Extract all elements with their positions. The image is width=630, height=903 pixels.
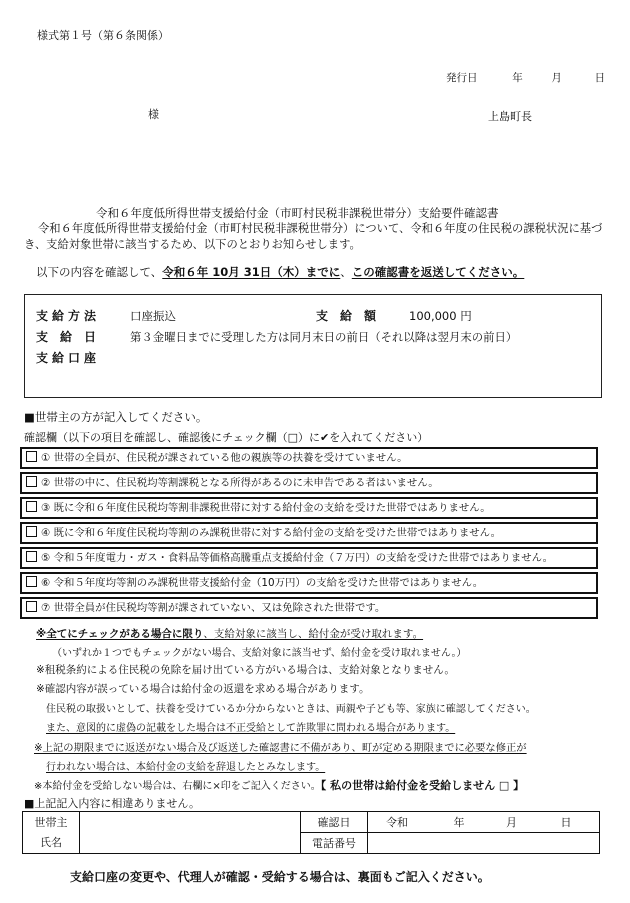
date-value: 第３金曜日までに受理した方は同月末日の前日（それ以降は翌月末の前日） — [130, 330, 518, 344]
householder-label-2: 氏名 — [40, 835, 62, 849]
date-month: 月 — [506, 816, 517, 829]
amount-label: 支給額 — [316, 309, 389, 323]
method-label: 支給方法 — [36, 309, 101, 323]
note-4-text: ※上記の期限までに返送がない場合及び返送した確認書に不備があり、町が定める期限までに必要な修正が — [34, 742, 527, 754]
check-item-2[interactable] — [20, 472, 598, 494]
check-item-text: ⑦ 世帯全員が住民税均等割が課されていない、又は免除された世帯です。 — [41, 602, 386, 614]
check-item-4[interactable] — [20, 522, 598, 544]
checkbox[interactable] — [26, 526, 37, 537]
issue-date — [446, 70, 605, 85]
check-item-text: ⑥ 令和５年度均等割のみ課税世帯支援給付金（10万円）の支給を受けた世帯ではありません。 — [41, 577, 484, 589]
date-era: 令和 — [386, 816, 408, 829]
note-4-sub-text: 行われない場合は、本給付金の支給を辞退したとみなします。 — [46, 762, 326, 773]
deadline: 令和６年 10月 31日（木）までに — [162, 265, 341, 279]
note-4 — [34, 739, 527, 754]
issuer: 上島町長 — [488, 110, 532, 123]
phone-label: 電話番号 — [301, 833, 368, 854]
checkbox[interactable] — [26, 551, 37, 562]
note-5-text: ※本給付金を受給しない場合は、右欄に×印をご記入ください。 — [34, 781, 321, 792]
check-item-text: ④ 既に令和６年度住民税均等割のみ課税世帯に対する給付金の支給を受けた世帯ではありません。 — [41, 527, 502, 539]
footer-note: 支給口座の変更や、代理人が確認・受給する場合は、裏面もご記入ください。 — [70, 870, 490, 884]
checkbox[interactable] — [26, 601, 37, 612]
instruction — [36, 264, 524, 280]
issue-date-day: 日 — [594, 72, 606, 84]
note-3-sub-2 — [46, 719, 455, 734]
checkbox[interactable] — [26, 476, 37, 487]
check-item-5[interactable] — [20, 547, 598, 569]
check-item-text: ② 世帯の中に、住民税均等割課税となる所得があるのに未申告である者はいません。 — [41, 477, 439, 489]
confirm-date-field[interactable] — [368, 812, 600, 833]
confirm-note: 確認欄（以下の項目を確認し、確認後にチェック欄（□）に✔を入れてください） — [24, 431, 429, 444]
note-5 — [34, 777, 524, 793]
checkbox[interactable] — [26, 501, 37, 512]
checkbox[interactable] — [26, 576, 37, 587]
check-item-3[interactable] — [20, 497, 598, 519]
date-label: 支給日 — [36, 330, 109, 344]
householder-label-1: 世帯主 — [34, 815, 68, 829]
householder-heading: ■世帯主の方が記入してください。 — [24, 410, 208, 424]
intro-text: 令和６年度低所得世帯支援給付金（市町村民税非課税世帯分）について、令和６年度の住民税の課税状況に基づき、支給対象世帯に該当するため、以下のとおりお知らせします。 — [24, 222, 603, 251]
note-1 — [36, 626, 423, 641]
householder-name-label — [23, 812, 80, 854]
instruction-prefix: 以下の内容を確認して、 — [36, 265, 163, 279]
note-3: ※確認内容が誤っている場合は給付金の返還を求める場合があります。 — [36, 683, 370, 695]
note-3-sub-2-text: また、意図的に虚偽の記載をした場合は不正受給として詐欺罪に問われる場合があります。 — [46, 723, 456, 734]
check-item-text: ① 世帯の全員が、住民税が課されている他の親族等の扶養を受けていません。 — [41, 452, 408, 464]
form-number: 様式第１号（第６条関係） — [37, 29, 169, 42]
note-1-rest: 、支給対象に該当し、給付金が受け取れます。 — [203, 628, 424, 640]
phone-field[interactable] — [368, 833, 600, 854]
check-item-1[interactable] — [20, 447, 598, 469]
note-4-sub — [46, 758, 325, 773]
signature-table — [22, 811, 600, 854]
check-item-6[interactable] — [20, 572, 598, 594]
checkbox[interactable] — [26, 451, 37, 462]
confirm-date-label: 確認日 — [301, 812, 368, 833]
note-3-sub-1: 住民税の取扱いとして、扶養を受けているか分からないときは、両親や子ども等、家族に確認してください。 — [46, 704, 536, 715]
account-label: 支給口座 — [36, 351, 101, 365]
note-2: ※租税条約による住民税の免除を届け出ている方がいる場合は、支給対象となりません。 — [36, 664, 455, 676]
date-day: 日 — [560, 816, 572, 829]
document-title: 令和６年度低所得世帯支援給付金（市町村民税非課税世帯分）支給要件確認書 — [96, 206, 499, 220]
note-1-bold: ※全てにチェックがある場合に限り — [36, 628, 204, 640]
payment-info-box — [24, 294, 602, 398]
householder-name-field[interactable] — [80, 812, 301, 854]
amount-value: 100,000 円 — [409, 309, 472, 323]
date-year: 年 — [453, 816, 465, 829]
method-value: 口座振込 — [130, 309, 176, 323]
issue-date-label: 発行日 — [446, 72, 478, 84]
note-1-sub: （いずれか１つでもチェックがない場合、支給対象に該当せず、給付金を受け取れません。） — [52, 648, 467, 659]
instruction-mid: 、 — [340, 265, 352, 279]
decline-checkbox[interactable]: 【 私の世帯は給付金を受給しません □ 】 — [320, 779, 525, 792]
agree-line: ■上記記入内容に相違ありません。 — [24, 797, 201, 810]
issue-date-month: 月 — [551, 72, 562, 84]
return-action: この確認書を返送してください。 — [351, 265, 525, 279]
check-item-7[interactable] — [20, 597, 598, 619]
issue-date-year: 年 — [512, 72, 523, 84]
check-item-text: ⑤ 令和５年度電力・ガス・食料品等価格高騰重点支援給付金（７万円）の支給を受けた世帯ではありません。 — [41, 552, 553, 564]
recipient-suffix: 様 — [148, 108, 159, 121]
check-item-text: ③ 既に令和６年度住民税均等割非課税世帯に対する給付金の支給を受けた世帯ではありません。 — [41, 502, 491, 514]
